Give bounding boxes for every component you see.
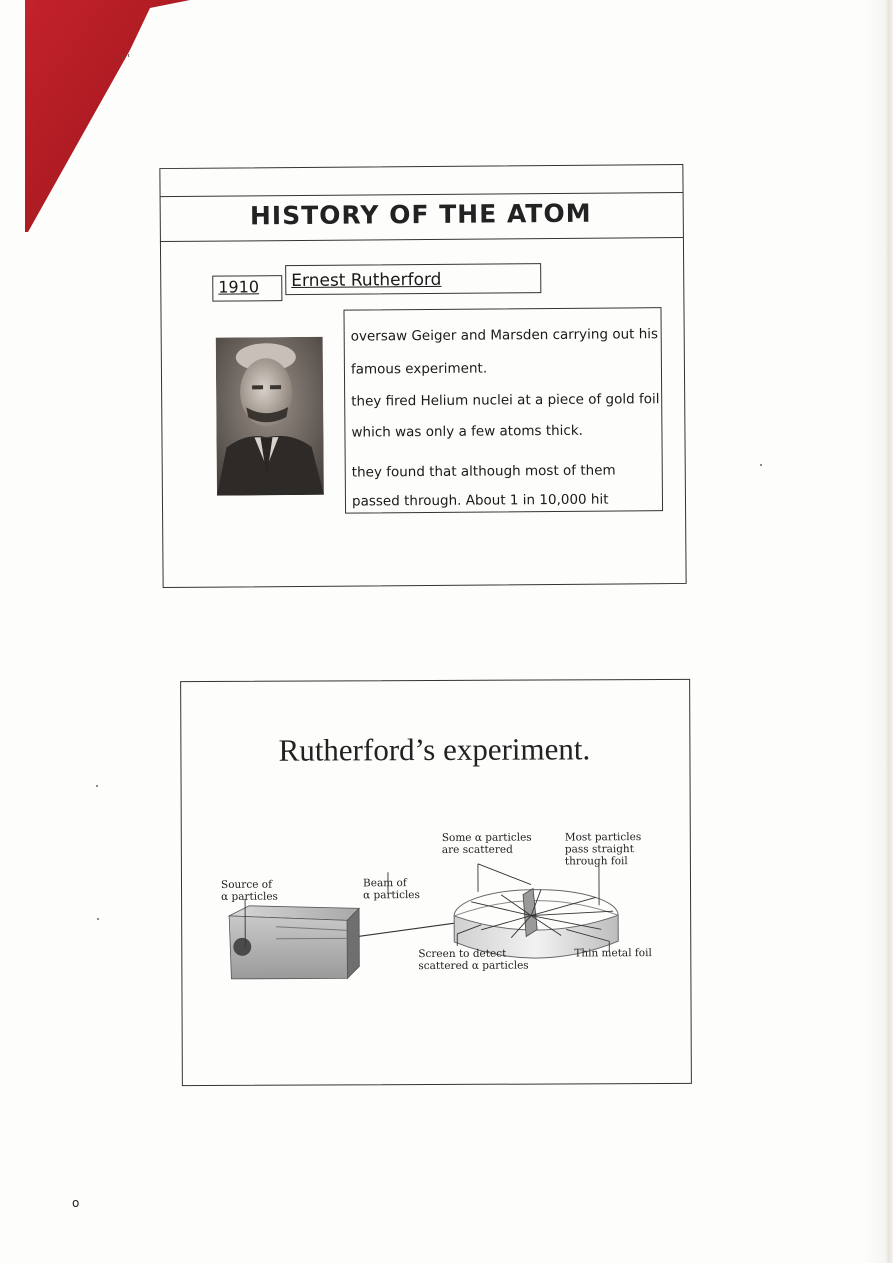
slide-history-of-the-atom (159, 164, 686, 588)
label-scattered-line1: Some α particles (441, 831, 532, 844)
label-scattered-line2: are scattered (441, 843, 513, 856)
label-source-line2: α particles (221, 890, 278, 903)
label-foil: Thin metal foil (574, 947, 652, 960)
label-beam-line2: α particles (363, 889, 420, 902)
notes-line: oversaw Geiger and Marsden carrying out his (350, 326, 659, 345)
speck (96, 785, 98, 787)
speck (97, 918, 99, 920)
speck (760, 464, 762, 466)
notes-line: passed through. About 1 in 10,000 hit (351, 491, 609, 510)
label-most-line3: through foil (564, 855, 628, 868)
slide-title: Rutherford’s experiment. (278, 731, 591, 768)
label-screen-line1: Screen to detect (418, 947, 507, 961)
slide-rutherford-experiment (180, 679, 693, 1087)
year-label: 1910 (218, 277, 260, 297)
label-most-line1: Most particles (564, 831, 642, 844)
label-screen-line2: scattered α particles (418, 959, 529, 973)
notes-line: they fired Helium nuclei at a piece of gold foil (351, 391, 660, 410)
label-beam-line1: Beam of (362, 877, 407, 890)
label-source-line1: Source of (220, 878, 272, 891)
alpha-source-box (229, 905, 359, 979)
page-edge-shadow (863, 0, 893, 1263)
alpha-beam (359, 923, 456, 936)
label-most-line2: pass straight (564, 843, 634, 856)
notes-line: they found that although most of them (351, 462, 616, 481)
rutherford-portrait (216, 337, 324, 496)
notes-line: famous experiment. (350, 360, 488, 378)
corner-marks: · ' ' (113, 51, 132, 68)
slide-title: HISTORY OF THE ATOM (249, 198, 592, 231)
page-mark: o (72, 1196, 80, 1210)
notes-line: which was only a few atoms thick. (351, 422, 583, 441)
scientist-name: Ernest Rutherford (291, 269, 442, 292)
